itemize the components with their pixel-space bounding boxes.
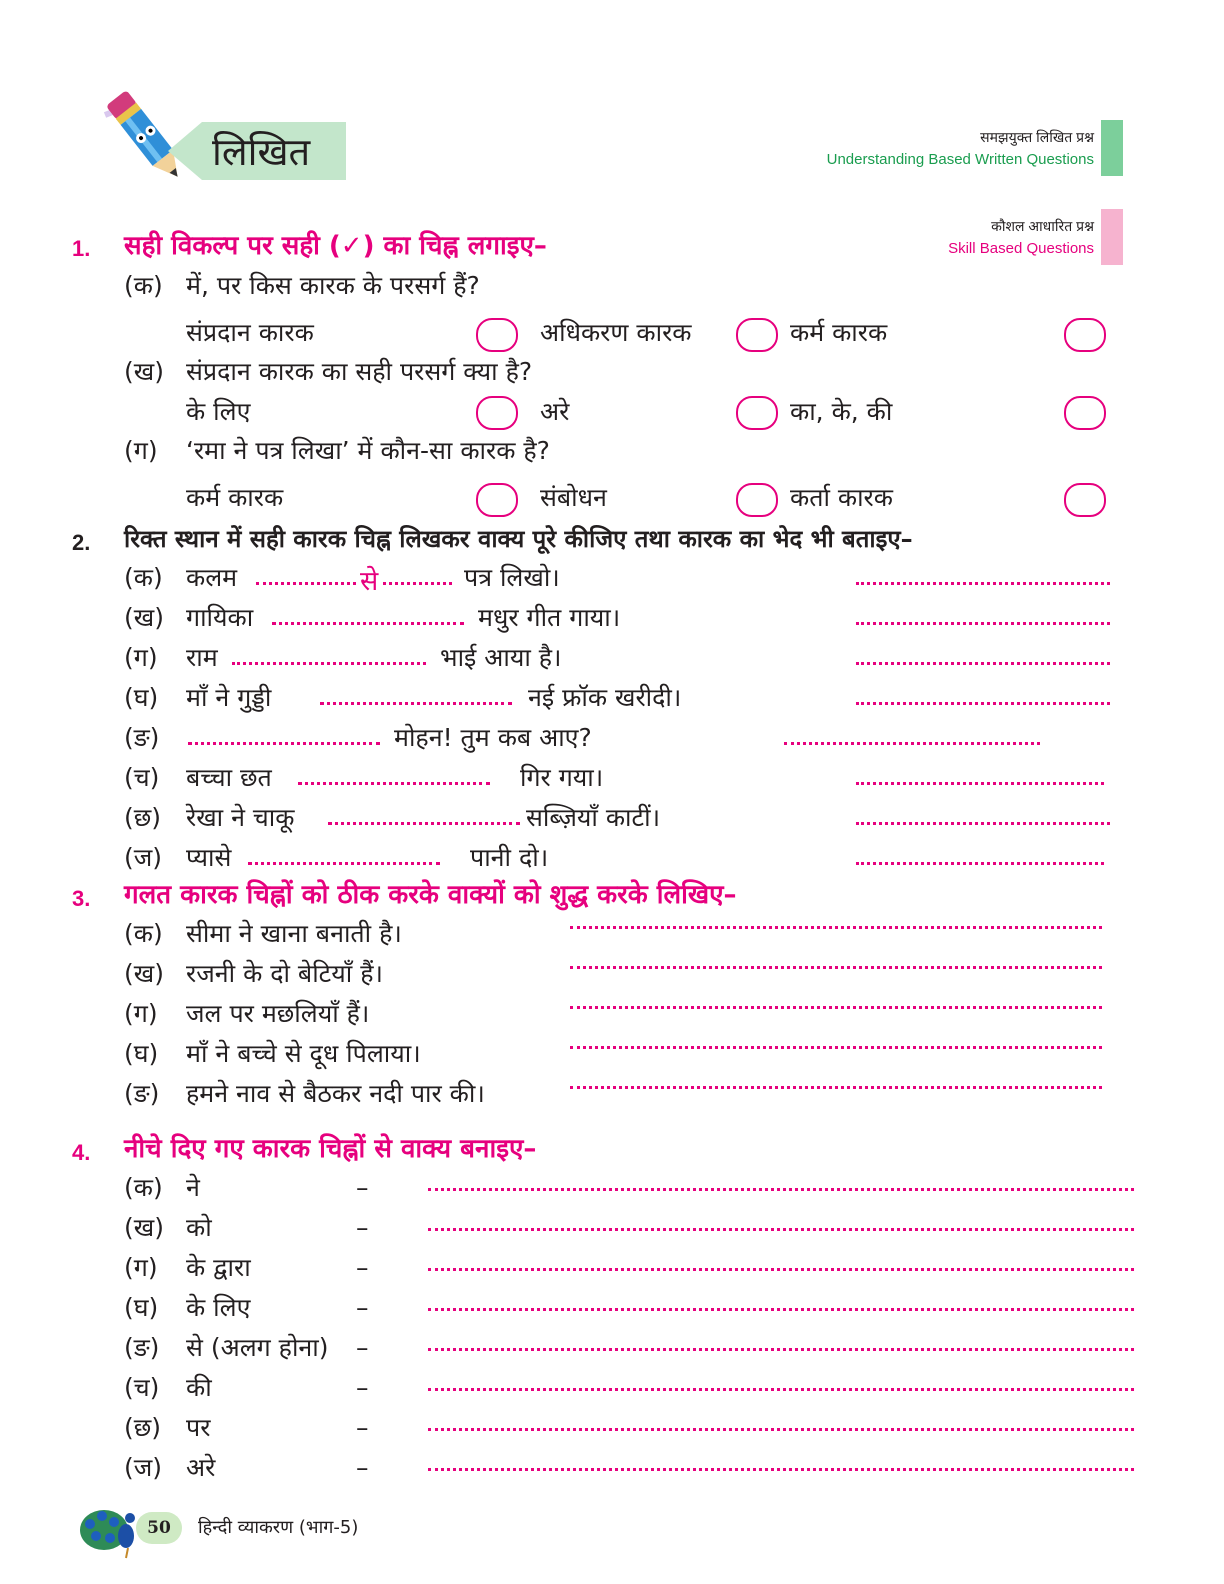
q1-option: अधिकरण कारक xyxy=(540,318,692,347)
q1-option: कर्म कारक xyxy=(186,483,284,512)
q4-item-label: (ख) xyxy=(124,1213,164,1242)
answer-line[interactable] xyxy=(428,1374,1134,1391)
q4-item-label: (ज) xyxy=(124,1453,163,1482)
q4-item-text: को xyxy=(186,1213,212,1242)
checkbox-circle[interactable] xyxy=(476,396,518,430)
answer-line[interactable] xyxy=(428,1414,1134,1431)
q1-item-question: ‘रमा ने पत्र लिखा’ में कौन-सा कारक है? xyxy=(186,436,550,465)
q2-item-before: गायिका xyxy=(186,603,254,632)
section-title: लिखित xyxy=(212,130,311,174)
answer-line[interactable] xyxy=(856,688,1110,705)
q3-item-text: हमने नाव से बैठकर नदी पार की। xyxy=(186,1079,485,1108)
q3-item-label: (ख) xyxy=(124,959,164,988)
checkbox-circle[interactable] xyxy=(1064,396,1106,430)
q1-option: का, के, की xyxy=(790,397,893,426)
q3-item-label: (ङ) xyxy=(124,1079,160,1108)
answer-line[interactable] xyxy=(570,912,1102,929)
q1-number: 1. xyxy=(72,236,91,261)
q4-title: नीचे दिए गए कारक चिह्नों से वाक्य बनाइए– xyxy=(124,1134,537,1164)
answer-blank[interactable] xyxy=(256,568,452,585)
q4-item-text: अरे xyxy=(186,1453,216,1482)
q2-item-before: कलम xyxy=(186,563,238,592)
q2-item-after: मोहन! तुम कब आए? xyxy=(394,723,592,752)
q4-item-label: (ग) xyxy=(124,1253,158,1282)
page-number: 50 xyxy=(147,1518,171,1538)
q1-item-question: में, पर किस कारक के परसर्ग हैं? xyxy=(186,271,480,300)
q3-item-text: जल पर मछलियाँ हैं। xyxy=(186,999,370,1028)
checkbox-circle[interactable] xyxy=(736,483,778,517)
q1-item-label: (क) xyxy=(124,271,163,300)
q3-item-label: (ग) xyxy=(124,999,158,1028)
q2-item-after: भाई आया है। xyxy=(440,643,562,672)
answer-line[interactable] xyxy=(570,952,1102,969)
q2-item-before: प्यासे xyxy=(186,843,232,872)
checkbox-circle[interactable] xyxy=(1064,483,1106,517)
checkbox-circle[interactable] xyxy=(476,318,518,352)
q2-number: 2. xyxy=(72,530,91,555)
answer-line[interactable] xyxy=(570,992,1102,1009)
answer-line[interactable] xyxy=(428,1454,1134,1471)
q4-item-text: की xyxy=(186,1373,212,1402)
q1-option: कर्म कारक xyxy=(790,318,888,347)
q4-dash: – xyxy=(356,1293,369,1322)
q1-item-label: (ग) xyxy=(124,436,158,465)
q4-item-label: (च) xyxy=(124,1373,160,1402)
q2-item-label: (ज) xyxy=(124,843,163,872)
answer-line[interactable] xyxy=(428,1334,1134,1351)
q2-item-before: बच्चा छत xyxy=(186,763,272,792)
q1-option: अरे xyxy=(540,397,570,426)
checkbox-circle[interactable] xyxy=(476,483,518,517)
answer-line[interactable] xyxy=(570,1072,1102,1089)
tag-understanding-bar xyxy=(1101,120,1123,176)
tag-skill-hi: कौशल आधारित प्रश्न xyxy=(991,218,1094,234)
answer-line[interactable] xyxy=(856,608,1110,625)
q4-item-label: (क) xyxy=(124,1173,163,1202)
q1-option: संबोधन xyxy=(540,483,607,512)
answer-line[interactable] xyxy=(856,568,1110,585)
q2-item-label: (घ) xyxy=(124,683,159,712)
answer-blank[interactable] xyxy=(248,848,440,865)
answer-line[interactable] xyxy=(428,1174,1134,1191)
tag-understanding-hi: समझयुक्त लिखित प्रश्न xyxy=(980,129,1094,145)
q4-dash: – xyxy=(356,1213,369,1242)
q3-item-text: माँ ने बच्चे से दूध पिलाया। xyxy=(186,1039,421,1068)
answer-blank[interactable] xyxy=(328,808,520,825)
q1-title: सही विकल्प पर सही (✓) का चिह्न लगाइए– xyxy=(124,231,547,261)
checkbox-circle[interactable] xyxy=(1064,318,1106,352)
q4-item-text: ने xyxy=(186,1173,200,1202)
q3-title: गलत कारक चिह्नों को ठीक करके वाक्यों को शुद्ध करके लिखिए– xyxy=(124,880,737,910)
q4-number: 4. xyxy=(72,1140,91,1165)
checkbox-circle[interactable] xyxy=(736,318,778,352)
q4-dash: – xyxy=(356,1413,369,1442)
q2-item-label: (ख) xyxy=(124,603,164,632)
tag-skill-bar xyxy=(1101,209,1123,265)
q3-item-text: सीमा ने खाना बनाती है। xyxy=(186,919,402,948)
tag-understanding-en: Understanding Based Written Questions xyxy=(826,151,1094,168)
q2-item-before: राम xyxy=(186,643,218,672)
answer-line[interactable] xyxy=(428,1254,1134,1271)
q4-item-label: (छ) xyxy=(124,1413,162,1442)
q2-item-after: सब्ज़ियाँ काटीं। xyxy=(526,803,661,832)
q1-option: के लिए xyxy=(186,397,251,426)
q2-item-after: मधुर गीत गाया। xyxy=(478,603,621,632)
q1-option: संप्रदान कारक xyxy=(186,318,314,347)
q3-item-label: (क) xyxy=(124,919,163,948)
q2-item-label: (छ) xyxy=(124,803,162,832)
answer-blank[interactable] xyxy=(188,728,380,745)
answer-blank[interactable] xyxy=(298,768,490,785)
q2-item-label: (ग) xyxy=(124,643,158,672)
q4-dash: – xyxy=(356,1373,369,1402)
answer-blank[interactable] xyxy=(272,608,464,625)
tag-skill-en: Skill Based Questions xyxy=(948,240,1094,257)
q2-item-after: पत्र लिखो। xyxy=(464,563,560,592)
q2-item-label: (ङ) xyxy=(124,723,160,752)
q3-item-label: (घ) xyxy=(124,1039,159,1068)
answer-line[interactable] xyxy=(428,1214,1134,1231)
book-title: हिन्दी व्याकरण (भाग-5) xyxy=(198,1517,359,1538)
answer-line[interactable] xyxy=(570,1032,1102,1049)
answer-line[interactable] xyxy=(856,848,1104,865)
q2-item-after: पानी दो। xyxy=(470,843,549,872)
q2-item-before: रेखा ने चाकू xyxy=(186,803,295,832)
q4-item-text: पर xyxy=(186,1413,211,1442)
q4-dash: – xyxy=(356,1173,369,1202)
answer-line[interactable] xyxy=(856,768,1104,785)
answer-blank[interactable] xyxy=(320,688,512,705)
answer-line[interactable] xyxy=(856,808,1110,825)
example-answer: से xyxy=(360,566,379,597)
q4-item-text: के लिए xyxy=(186,1293,251,1322)
q2-item-label: (क) xyxy=(124,563,163,592)
q4-item-label: (ङ) xyxy=(124,1333,160,1362)
q2-item-after: नई फ्रॉक खरीदी। xyxy=(528,683,682,712)
q4-dash: – xyxy=(356,1453,369,1482)
q1-item-label: (ख) xyxy=(124,357,164,386)
q4-dash: – xyxy=(356,1253,369,1282)
q2-item-label: (च) xyxy=(124,763,160,792)
q3-item-text: रजनी के दो बेटियाँ हैं। xyxy=(186,959,383,988)
q2-item-before: माँ ने गुड्डी xyxy=(186,683,272,712)
q3-number: 3. xyxy=(72,886,91,911)
answer-line[interactable] xyxy=(856,648,1110,665)
q4-item-text: के द्वारा xyxy=(186,1253,251,1282)
q4-dash: – xyxy=(356,1333,369,1362)
q1-option: कर्ता कारक xyxy=(790,483,893,512)
q1-item-question: संप्रदान कारक का सही परसर्ग क्या है? xyxy=(186,357,533,386)
answer-blank[interactable] xyxy=(232,648,426,665)
q2-item-after: गिर गया। xyxy=(520,763,604,792)
checkbox-circle[interactable] xyxy=(736,396,778,430)
q2-title: रिक्त स्थान में सही कारक चिह्न लिखकर वाक्य पूरे कीजिए तथा कारक का भेद भी बताइए– xyxy=(124,525,913,553)
q4-item-text: से (अलग होना) xyxy=(186,1333,329,1362)
answer-line[interactable] xyxy=(428,1294,1134,1311)
q4-item-label: (घ) xyxy=(124,1293,159,1322)
answer-line[interactable] xyxy=(784,728,1040,745)
